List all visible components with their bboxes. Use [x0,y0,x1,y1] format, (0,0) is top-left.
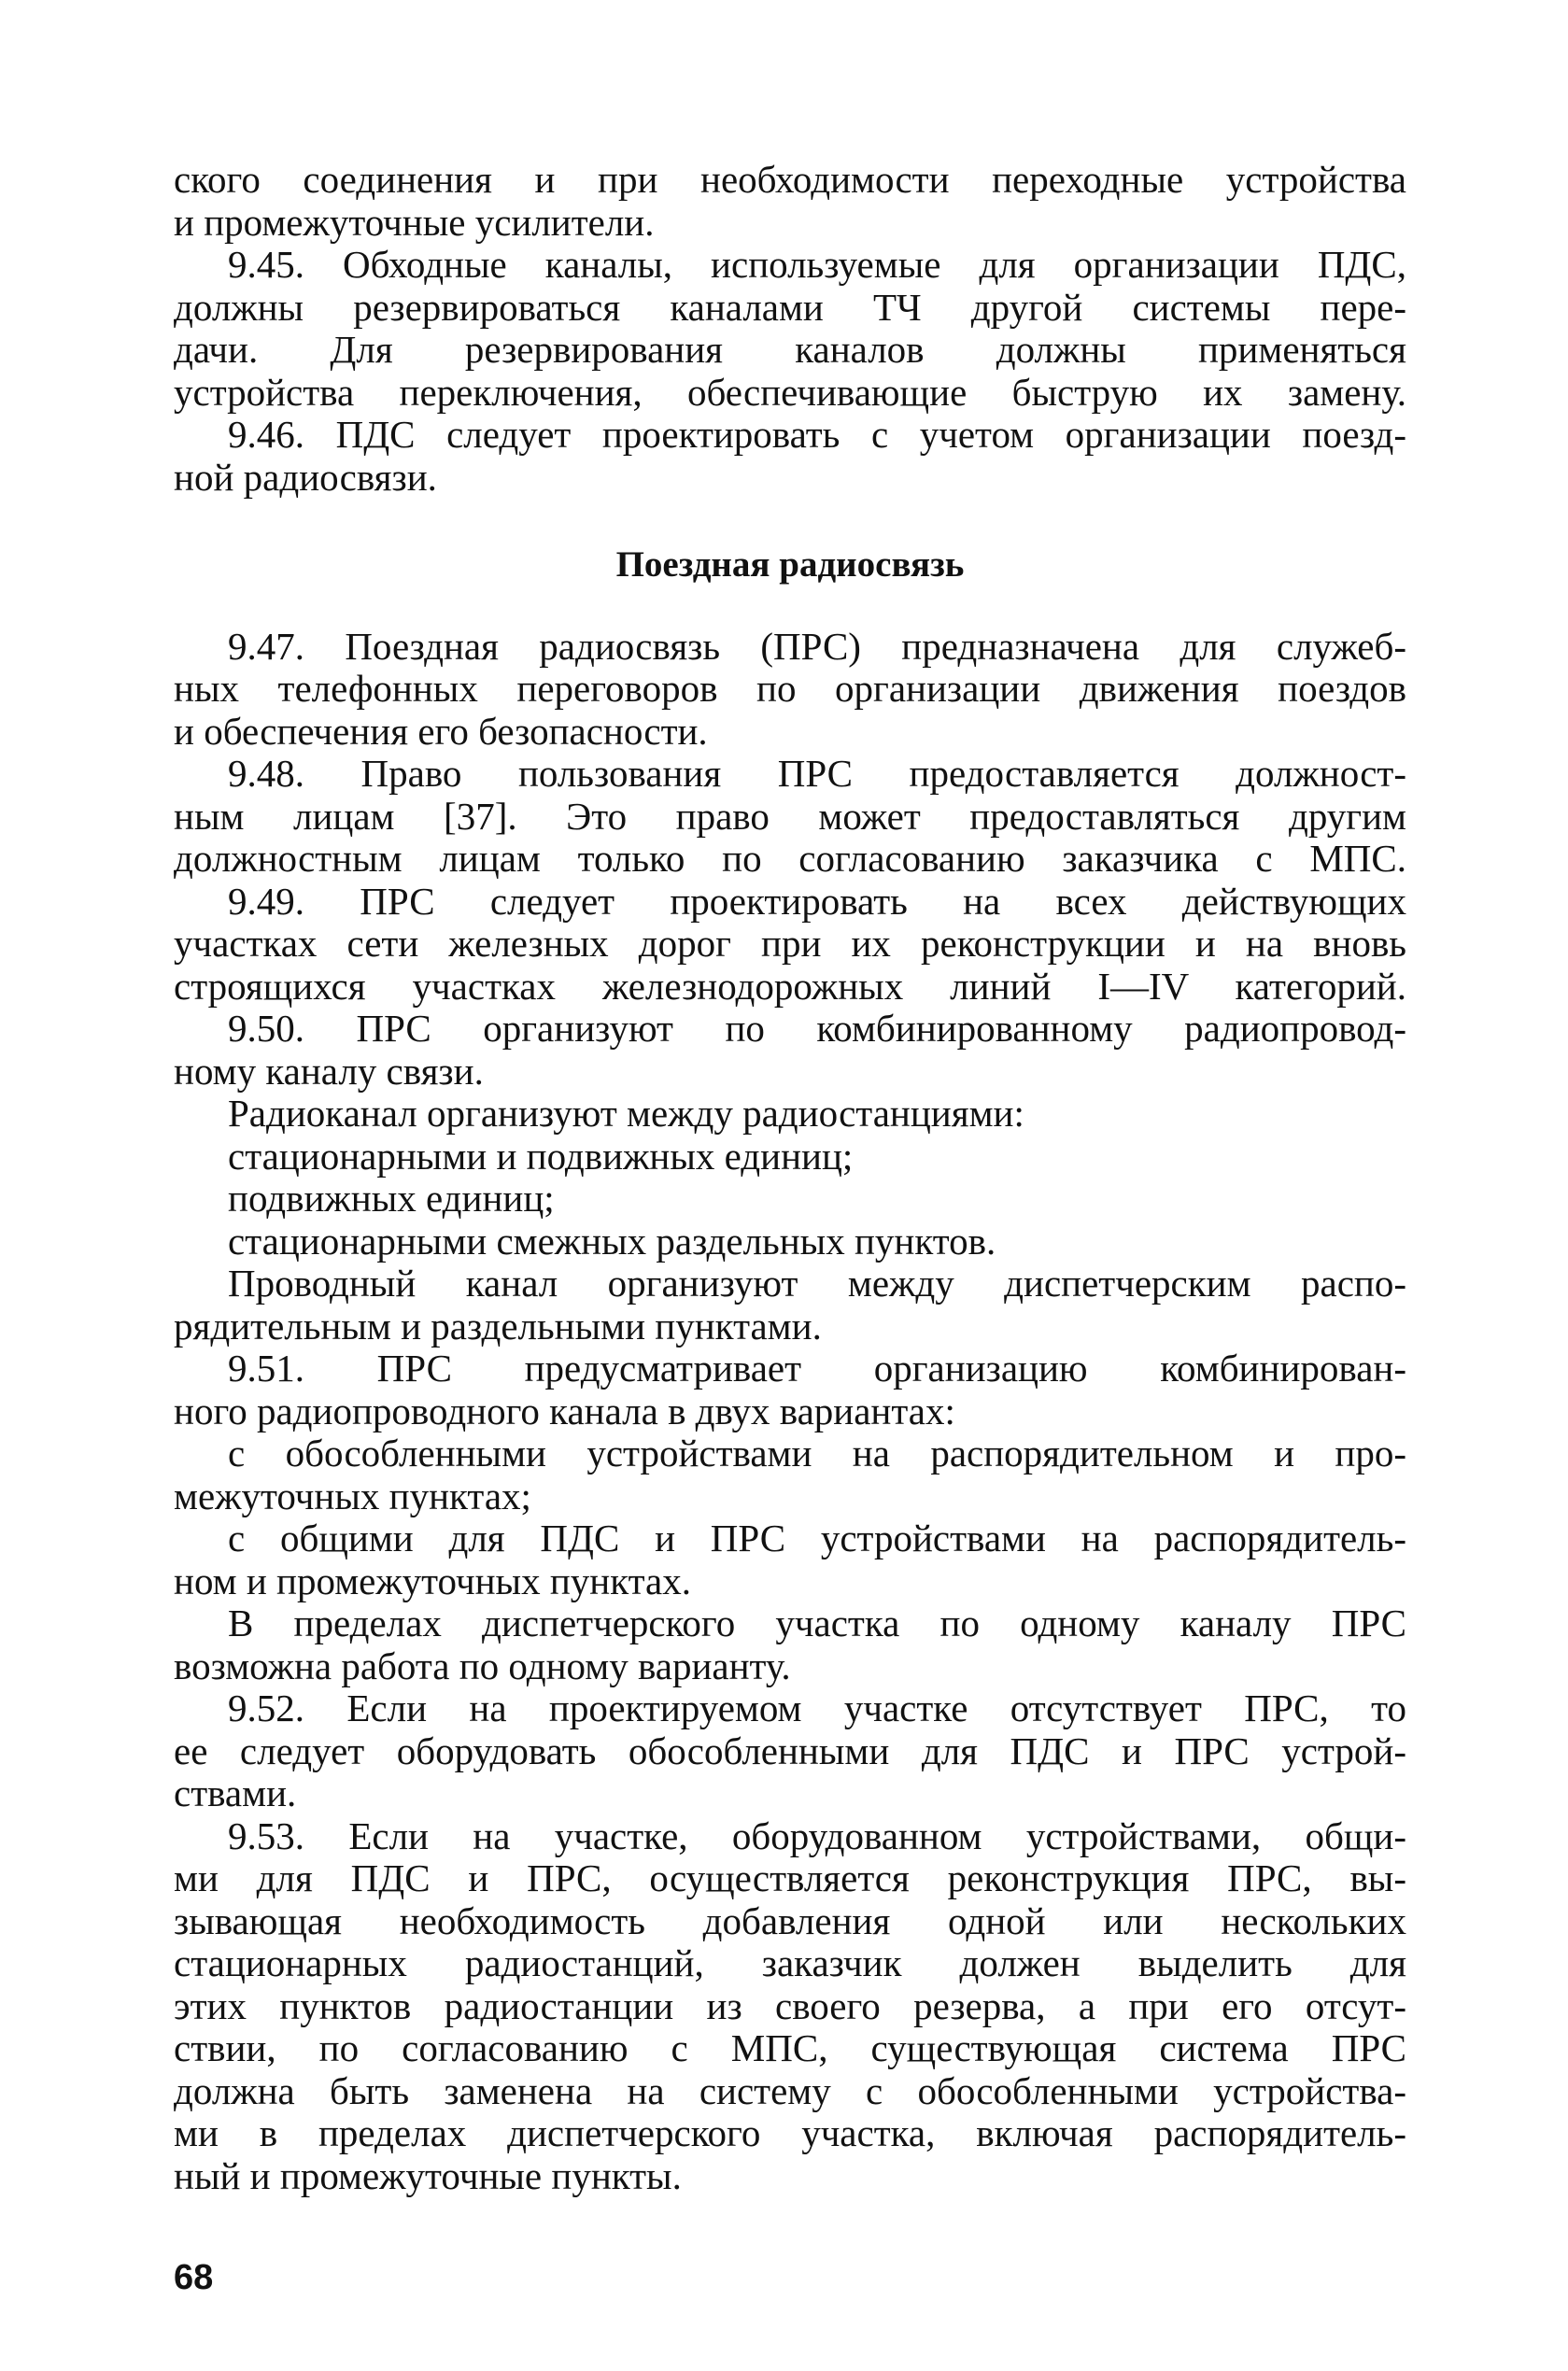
text-line: ный и промежуточные пункты. [174,2154,682,2197]
text-line: должностным лицам только по согласованию заказчика с МПС. [174,838,1406,880]
text-line: 9.48. Право пользования ПРС предоставляется должност- [228,753,1406,795]
text-line: Проводный канал организуют между диспетчерским распо- [228,1263,1406,1305]
text-line: и промежуточные усилители. [174,201,655,244]
text-line: возможна работа по одному варианту. [174,1644,791,1687]
text-line: ного радиопроводного канала в двух вариантах: [174,1390,955,1432]
text-line: 9.46. ПДС следует проектировать с учетом организации поезд- [228,414,1406,456]
text-line: подвижных единиц; [228,1178,555,1220]
text-line: дачи. Для резервирования каналов должны применяться [174,329,1406,371]
text-line: 9.51. ПРС предусматривает организацию комбинирован- [228,1348,1406,1390]
text-line: 9.52. Если на проектируемом участке отсутствует ПРС, то [228,1687,1406,1729]
text-line: ми в пределах диспетчерского участка, включая распорядитель- [174,2112,1406,2154]
text-line: В пределах диспетчерского участка по одному каналу ПРС [228,1602,1406,1644]
text-line: ского соединения и при необходимости переходные устройства [174,159,1406,201]
text-line: строящихся участках железнодорожных линий I—IV категорий. [174,965,1406,1008]
text-line: 9.53. Если на участке, оборудованном устройствами, общи- [228,1814,1406,1857]
text-line: стационарных радиостанций, заказчик должен выделить для [174,1942,1406,1984]
text-line: межуточных пунктах; [174,1475,531,1517]
text-line: 9.47. Поездная радиосвязь (ПРС) предназначена для служеб- [228,625,1406,668]
text-line: с обособленными устройствами на распорядительном и про- [228,1432,1406,1475]
text-line: ному каналу связи. [174,1050,484,1093]
text-line: ной радиосвязи. [174,456,437,499]
text-line: 9.50. ПРС организуют по комбинированному радиопровод- [228,1008,1406,1050]
page-body [174,159,1406,2197]
text-line: должна быть заменена на систему с обособленными устройства- [174,2069,1406,2112]
text-line: стационарными и подвижных единиц; [228,1135,854,1178]
text-line: Радиоканал организуют между радиостанциями: [228,1093,1024,1135]
text-line: этих пунктов радиостанции из своего резерва, а при его отсут- [174,1984,1406,2027]
text-line: ствами. [174,1772,297,1814]
text-line: с общими для ПДС и ПРС устройствами на распорядитель- [228,1517,1406,1559]
text-line: рядительным и раздельными пунктами. [174,1305,822,1348]
text-line: ми для ПДС и ПРС, осуществляется реконструкция ПРС, вы- [174,1857,1406,1899]
text-line: 9.49. ПРС следует проектировать на всех действующих [228,880,1406,923]
text-line: участках сети железных дорог при их реконструкции и на вновь [174,923,1406,965]
text-line: зывающая необходимость добавления одной или нескольких [174,1899,1406,1942]
text-line: ных телефонных переговоров по организации движения поездов [174,668,1406,710]
section-heading: Поездная радиосвязь [615,544,965,585]
text-line: 9.45. Обходные каналы, используемые для организации ПДС, [228,244,1406,286]
text-line: ным лицам [37]. Это право может предоставляться другим [174,795,1406,838]
page-number: 68 [174,2258,214,2297]
text-line: ном и промежуточных пунктах. [174,1559,691,1602]
text-line: устройства переключения, обеспечивающие быструю их замену. [174,371,1406,414]
text-line: должны резервироваться каналами ТЧ другой системы пере- [174,286,1406,329]
text-line: стационарными смежных раздельных пунктов. [228,1220,996,1263]
text-line: и обеспечения его безопасности. [174,710,708,753]
text-line: ствии, по согласованию с МПС, существующая система ПРС [174,2027,1406,2069]
text-line: ее следует оборудовать обособленными для ПДС и ПРС устрой- [174,1729,1406,1772]
